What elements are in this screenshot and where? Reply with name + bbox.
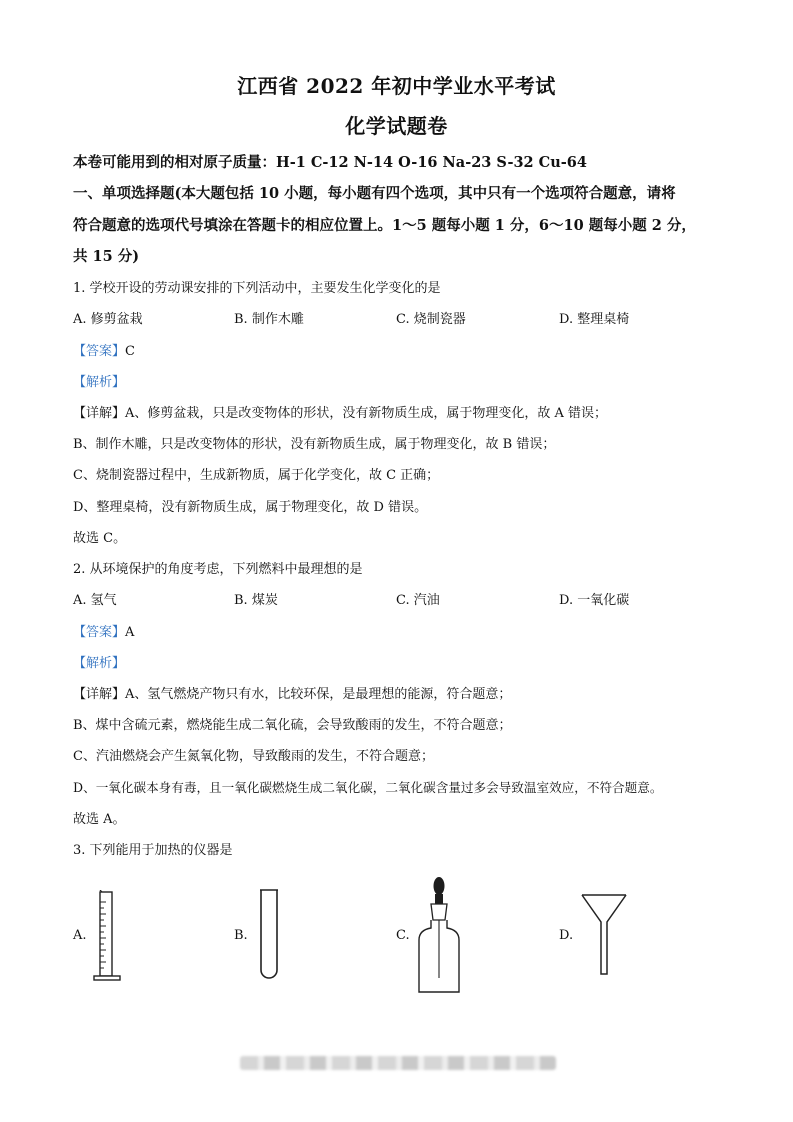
- q3-label-d: D.: [559, 928, 574, 943]
- q1-stem: 1. 学校开设的劳动课安排的下列活动中，主要发生化学变化的是: [73, 281, 441, 296]
- dropper-bottle-icon: [414, 874, 464, 996]
- q2-conclusion: 故选 A。: [73, 812, 126, 827]
- section-instructions-line-2: 符合题意的选项代号填涂在答题卡的相应位置上。1～5 题每小题 1 分，6～10 题每小题 2 分，: [73, 217, 696, 234]
- q1-detail-line: 【详解】A、修剪盆栽，只是改变物体的形状，没有新物质生成，属于物理变化，故 A 错误；: [73, 406, 608, 421]
- atomic-mass-line: 本卷可能用到的相对原子质量：H-1 C-12 N-14 O-16 Na-23 S-32 Cu-64: [73, 154, 587, 171]
- q2-detail-line: 【详解】A、氢气燃烧产物只有水，比较环保，是最理想的能源，符合题意；: [73, 687, 512, 702]
- q1-detail-line: C、烧制瓷器过程中，生成新物质，属于化学变化，故 C 正确；: [73, 468, 440, 483]
- test-tube-icon: [257, 886, 281, 982]
- q2-analysis-tag: 【解析】: [73, 656, 126, 671]
- q3-label-a: A.: [73, 928, 87, 943]
- q3-label-c: C.: [396, 928, 410, 943]
- answer-value: A: [125, 625, 135, 640]
- q2-detail-line: C、汽油燃烧会产生氮氧化物，导致酸雨的发生，不符合题意；: [73, 749, 434, 764]
- q1-option-c: C. 烧制瓷器: [396, 312, 466, 327]
- section-instructions-line-3: 共 15 分): [73, 248, 140, 265]
- blurred-footer-watermark: [240, 1056, 556, 1070]
- q1-detail-line: D、整理桌椅，没有新物质生成，属于物理变化，故 D 错误。: [73, 500, 428, 515]
- graduated-cylinder-icon: [90, 890, 130, 982]
- q1-option-b: B. 制作木雕: [234, 312, 304, 327]
- q2-answer: [73, 621, 134, 640]
- q2-detail-line: B、煤中含硫元素，燃烧能生成二氧化硫，会导致酸雨的发生，不符合题意；: [73, 718, 512, 733]
- q2-option-c: C. 汽油: [396, 593, 440, 608]
- q1-answer: [73, 340, 135, 359]
- q3-label-b: B.: [234, 928, 248, 943]
- q1-detail-line: B、制作木雕，只是改变物体的形状，没有新物质生成，属于物理变化，故 B 错误；: [73, 437, 556, 452]
- answer-tag: 【答案】: [73, 625, 126, 640]
- q2-detail-line: D、一氧化碳本身有毒，且一氧化碳燃烧生成二氧化碳，二氧化碳含量过多会导致温室效应，不符合题意。: [73, 780, 663, 795]
- q2-option-d: D. 一氧化碳: [559, 593, 630, 608]
- answer-tag: 【答案】: [73, 344, 126, 359]
- exam-title: 江西省 2022 年初中学业水平考试: [237, 74, 556, 98]
- q3-stem: 3. 下列能用于加热的仪器是: [73, 843, 233, 858]
- q2-option-b: B. 煤炭: [234, 593, 278, 608]
- q1-conclusion: 故选 C。: [73, 531, 127, 546]
- funnel-icon: [580, 892, 628, 978]
- section-instructions-line-1: 一、单项选择题(本大题包括 10 小题，每小题有四个选项，其中只有一个选项符合题意，请将: [73, 185, 676, 202]
- q2-stem: 2. 从环境保护的角度考虑，下列燃料中最理想的是: [73, 562, 363, 577]
- q2-option-a: A. 氢气: [73, 593, 117, 608]
- q1-analysis-tag: 【解析】: [73, 375, 126, 390]
- q1-option-a: A. 修剪盆栽: [73, 312, 143, 327]
- answer-value: C: [125, 344, 135, 359]
- exam-subtitle: 化学试题卷: [345, 114, 448, 138]
- q1-option-d: D. 整理桌椅: [559, 312, 630, 327]
